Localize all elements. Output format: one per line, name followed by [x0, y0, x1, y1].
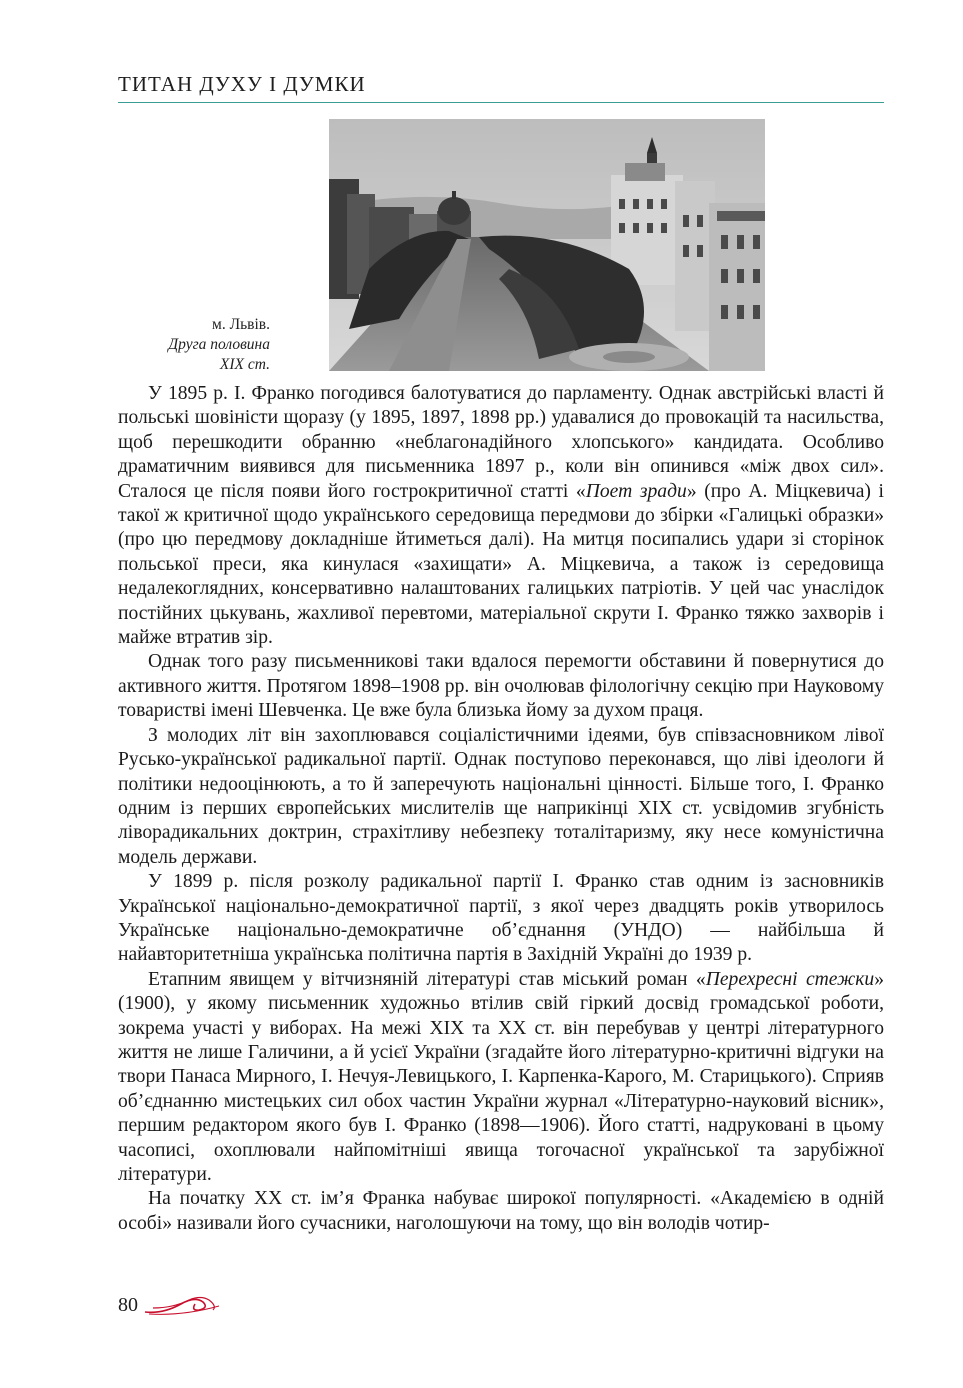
running-header: ТИТАН ДУХУ І ДУМКИ — [118, 72, 366, 96]
paragraph — [118, 724, 884, 870]
paragraph-text: Однак того разу письменникові таки вдалося перемогти обставини й повернутися до активного життя. Протягом 1898–1908 рр. він очолював філологічну секцію при Науковому товаристві імені Шевченка. Це вже була близька йому за духом праця. — [118, 651, 884, 722]
paragraph-text: » (про А. Міцкевича) і такої ж критичної щодо українського середовища передмови до збірки «Галицькі образки» (про цю передмову докладніше йтиметься далі). На митця посипались удари зі сторінок польської преси, яка кинулася «захищати» А. Міцкевича, а також із середовища недалекоглядних, консервативно налаштованих галицьких патріотів. У цей час унаслідок постійних цькувань, жахливої перевтоми, матеріальної скрути І. Франко тяжко захворів і майже втратив зір. — [118, 480, 884, 649]
paragraph — [118, 968, 884, 1188]
paragraph-text: Етапним явищем у вітчизняній літературі став міський роман « — [148, 968, 706, 990]
lviv-street-photo — [329, 119, 765, 371]
figure-caption — [118, 315, 270, 375]
paragraph — [118, 870, 884, 968]
header-rule — [118, 102, 884, 103]
flourish-ornament-icon — [143, 1292, 223, 1318]
paragraph-text: На початку XX ст. ім’я Франка набуває широкої популярності. «Академією в одній особі» називали його сучасники, наголошуючи на тому, що він володів чотир- — [118, 1188, 884, 1234]
novel-title: Перехресні стежки — [705, 968, 875, 990]
paragraph-text: » (1900), у якому письменник художньо втілив свій гіркий досвід громадської роботи, зокрема участі у виборах. На межі XIX та XX ст. він перебував у центрі літературного життя не лише Галичини, а й усієї України (згадайте його літературно-критичні відгуки на твори Панаса Мирного, І. Нечуя-Левицького, І. Карпенка-Карого, М. Старицького). Сприяв об’єднанню мистецьких сил обох частин України журнал «Літературно-науковий вісник», першим редактором якого був І. Франко (1898—1906). Його статті, надруковані в цьому часописі, охоплювали найпомітніші явища тогочасної української та зарубіжної літератури. — [118, 968, 884, 1185]
paragraph — [118, 382, 884, 650]
page-number: 80 — [118, 1294, 138, 1316]
body-text — [118, 382, 884, 1236]
caption-place: м. Львів. — [212, 316, 270, 333]
paragraph — [118, 1187, 884, 1236]
caption-century: XIX ст. — [219, 356, 270, 373]
paragraph-text: З молодих літ він захоплювався соціалістичними ідеями, був співзасновником лівої Русько-української радикальної партії. Однак поступово переконався, що ліві ідеологи й політики недооцінюють, а то й заперечують національні цінності. Більше того, І. Франко одним із перших європейських мислителів ще наприкінці XIX ст. усвідомив згубність ліворадикальних доктрин, страхітливу небезпеку тоталітаризму, яку несе комуністична модель держави. — [118, 724, 884, 868]
caption-period: Друга половина — [168, 336, 270, 353]
paragraph-text: У 1895 р. І. Франко погодився балотуватися до парламенту. Однак австрійські власті й польські шовіністи щоразу (у 1895, 1897, 1898 рр.) удавалися до провокацій та насильства, щоб перешкодити обранню «неблагонадійного хлопського» кандидата. Особливо драматичним виявився для письменника 1897 р., коли він опинився «між двох сил». Сталося це після появи його гострокритичної статті « — [118, 383, 884, 502]
article-title: Поет зради — [585, 480, 687, 502]
paragraph — [118, 650, 884, 723]
paragraph-text: У 1899 р. після розколу радикальної партії І. Франко став одним із засновників Української національно-демократичної партії, з якої через двадцять років утворилось Українське національно-демократичне об’єднання (УНДО) — найбільша й найавторитетніша українська політична партія в Західній Україні до 1939 р. — [118, 871, 884, 966]
